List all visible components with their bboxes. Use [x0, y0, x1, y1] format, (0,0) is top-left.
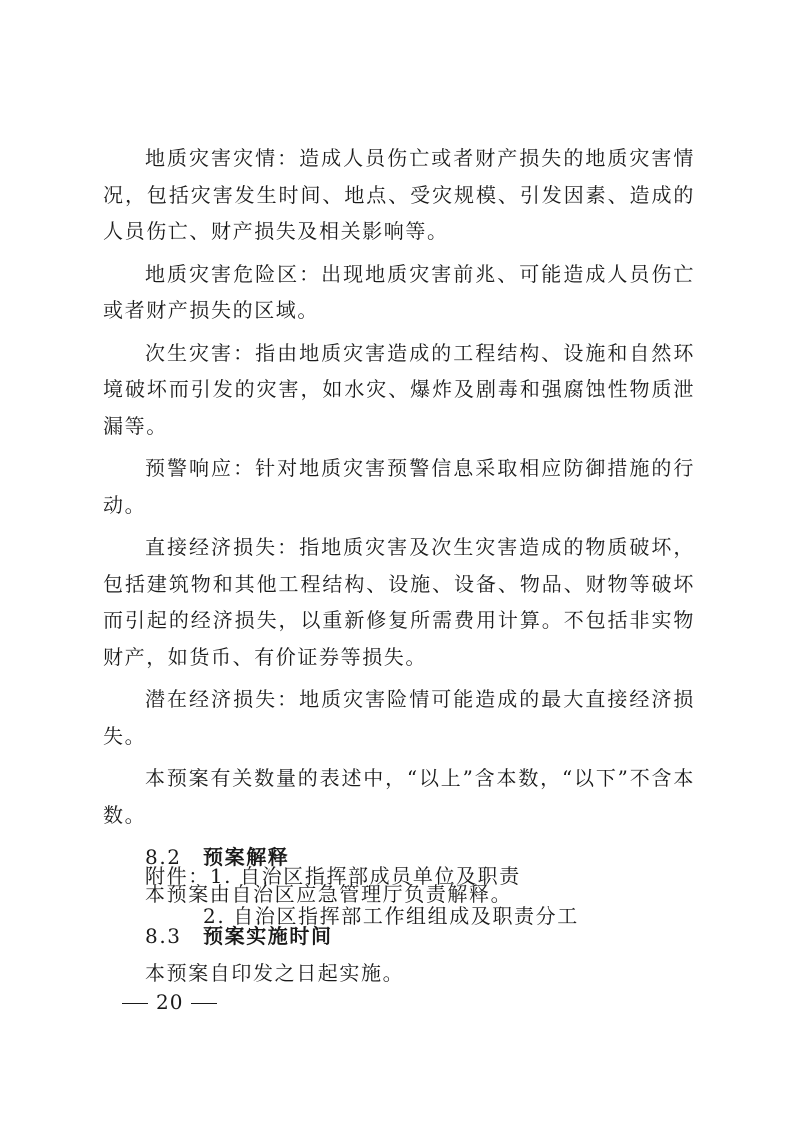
section-title: 预案实施时间 — [203, 924, 333, 948]
paragraph-potential-loss: 潜在经济损失：地质灾害险情可能造成的最大直接经济损失。 — [103, 687, 695, 748]
page-number — [114, 990, 225, 1014]
paragraph-secondary-disaster: 次生灾害：指由地质灾害造成的工程结构、设施和自然环境破坏而引发的灾害，如水灾、爆炸及剧毒和强腐蚀性物质泄漏等。 — [103, 340, 695, 438]
attachment-item — [145, 896, 579, 936]
paragraph-direct-loss: 直接经济损失：指地质灾害及次生灾害造成的物质破坏，包括建筑物和其他工程结构、设施、设备、物品、财物等破坏而引起的经济损失，以重新修复所需费用计算。不包括非实物财产，如货币、有价证券等损失。 — [103, 535, 695, 669]
paragraph-warning-response: 预警响应：针对地质灾害预警信息采取相应防御措施的行动。 — [103, 456, 695, 517]
page-number-value: 20 — [156, 990, 184, 1014]
attachment-item-label: 2. 自治区指挥部工作组组成及职责分工 — [203, 904, 579, 928]
paragraph-interpretation: 本预案由自治区应急管理厅负责解释。 — [145, 881, 513, 906]
paragraph-effective-date: 本预案自印发之日起实施。 — [145, 960, 405, 985]
attachments-prefix: 附件： — [145, 864, 210, 888]
dash-left — [122, 1003, 148, 1004]
attachment-item-label: 1. 自治区指挥部成员单位及职责 — [209, 864, 521, 888]
section-number: 8.3 — [145, 924, 182, 948]
section-title: 预案解释 — [203, 845, 290, 869]
attachment-item — [145, 856, 579, 896]
dash-right — [191, 1003, 217, 1004]
section-number: 8.2 — [145, 845, 182, 869]
paragraph-quantity-note: 本预案有关数量的表述中，“以上”含本数，“以下”不含本数。 — [103, 766, 695, 827]
paragraph-disaster-situation: 地质灾害灾情：造成人员伤亡或者财产损失的地质灾害情况，包括灾害发生时间、地点、受灾规模、引发因素、造成的人员伤亡、财产损失及相关影响等。 — [103, 146, 695, 243]
attachments-list — [145, 856, 579, 936]
paragraph-danger-zone: 地质灾害危险区：出现地质灾害前兆、可能造成人员伤亡或者财产损失的区域。 — [103, 261, 695, 322]
